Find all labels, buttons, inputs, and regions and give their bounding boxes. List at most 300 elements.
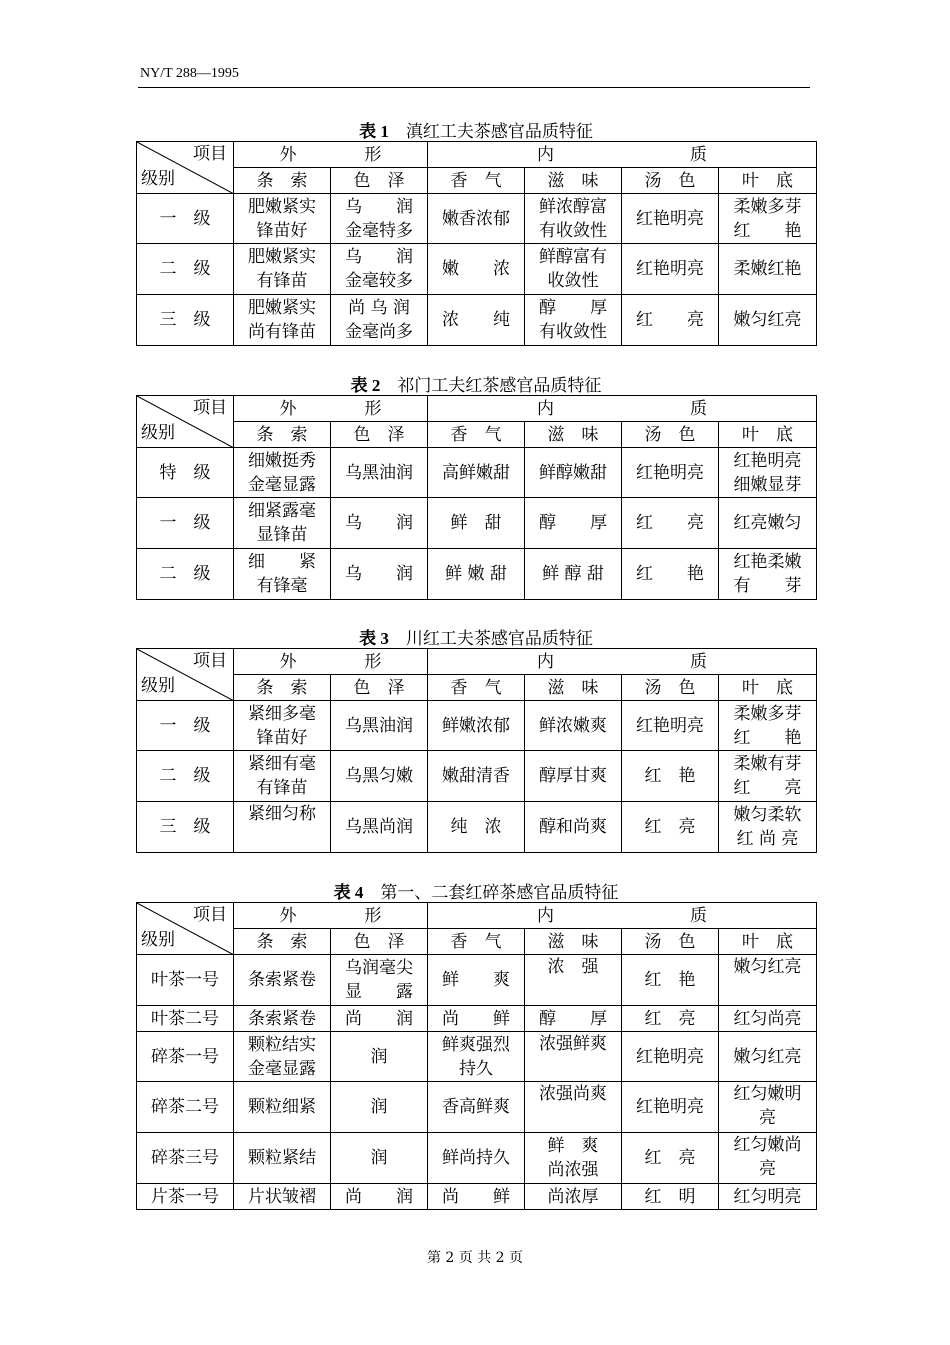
header-appearance-label: 外 形 [279,651,382,672]
grade-label: 碎茶一号 [151,1046,219,1067]
header-ziwei-label: 滋 味 [547,170,599,191]
header-grade-label: 级别 [141,676,175,696]
xiangqi-text: 纯 浓 [450,817,502,837]
tangse-cell [622,955,719,1006]
header-yedi [719,929,817,955]
table-row [137,802,817,853]
table-row [137,448,817,498]
tangse-cell [622,194,719,244]
grade-cell [137,244,234,295]
xiangqi-cell [428,701,525,751]
seze-cell [331,549,428,600]
tiaosuo-text: 颗粒结实 [248,1034,316,1055]
diagonal-header-cell [137,142,234,194]
tangse-text: 红艳明亮 [636,1097,704,1117]
tiaosuo-text: 尚有锋苗 [248,322,316,342]
tiaosuo-cell [234,295,331,346]
table-header-row [137,903,817,929]
ziwei-text: 有收敛性 [539,220,607,241]
header-yedi [719,168,817,194]
xiangqi-cell [428,1032,525,1082]
table-label: 表 1 [359,122,389,141]
seze-text: 乌黑油润 [345,462,413,483]
seze-cell [331,955,428,1006]
seze-cell [331,498,428,549]
header-item-label: 项目 [193,905,227,925]
ziwei-cell [525,295,622,346]
seze-cell [331,295,428,346]
header-tiaosuo [234,675,331,701]
xiangqi-cell [428,1133,525,1184]
tiaosuo-cell [234,549,331,600]
header-appearance [234,903,428,929]
xiangqi-text: 鲜嫩浓郁 [442,715,510,736]
tangse-cell [622,701,719,751]
header-yedi-label: 叶 底 [742,931,793,952]
tangse-text: 红艳明亮 [636,208,704,229]
table-subheader-row [137,168,817,194]
grade-cell [137,1184,234,1210]
seze-text: 乌 润 [345,247,413,267]
xiangqi-text: 鲜 嫩 甜 [445,564,507,584]
header-yedi [719,675,817,701]
header-inner-quality [428,142,817,168]
seze-text: 乌黑匀嫩 [345,766,413,786]
xiangqi-text: 鲜尚持久 [442,1148,510,1168]
header-tangse-label: 汤 色 [644,677,696,698]
table-caption [136,117,816,142]
yedi-text: 红亮嫩匀 [733,513,802,533]
tiaosuo-cell [234,1133,331,1184]
table-subheader-row [137,675,817,701]
seze-cell [331,1032,428,1082]
seze-text: 乌黑尚润 [345,817,413,837]
tangse-cell [622,244,719,295]
xiangqi-cell [428,549,525,600]
tangse-cell [622,1032,719,1082]
ziwei-cell [525,751,622,802]
grade-label: 碎茶三号 [151,1148,219,1168]
tiaosuo-text: 紧细匀称 [248,804,316,824]
yedi-text: 红 艳 [733,220,802,241]
header-tangse-label: 汤 色 [644,424,696,445]
ziwei-cell [525,1032,622,1082]
header-tangse [622,675,719,701]
quality-table [136,648,817,853]
tiaosuo-text: 锋苗好 [256,220,308,241]
grade-cell [137,751,234,802]
tiaosuo-text: 颗粒细紧 [248,1097,316,1117]
tangse-text: 红 明 [644,1186,696,1207]
grade-label: 一 级 [159,513,211,533]
quality-table [136,902,817,1210]
header-seze-label: 色 泽 [353,677,405,698]
grade-cell [137,194,234,244]
grade-cell [137,549,234,600]
ziwei-text: 鲜 醇 甜 [542,564,604,584]
table-row [137,1032,817,1082]
table-header-row [137,396,817,422]
grade-label: 三 级 [159,817,211,837]
ziwei-cell [525,244,622,295]
tiaosuo-text: 细 紧 [248,552,316,572]
yedi-cell [719,1006,817,1032]
table-caption [136,371,816,396]
ziwei-cell [525,802,622,853]
yedi-text: 亮 [759,1108,776,1128]
xiangqi-text: 嫩香浓郁 [442,208,510,229]
header-seze [331,422,428,448]
xiangqi-text: 香高鲜爽 [442,1097,510,1117]
yedi-cell [719,1082,817,1133]
header-tiaosuo [234,168,331,194]
ziwei-text: 鲜醇富有 [539,247,607,267]
header-item-label: 项目 [193,144,227,164]
grade-label: 一 级 [159,715,211,736]
table-row [137,244,817,295]
xiangqi-cell [428,1082,525,1133]
yedi-cell [719,955,817,1006]
ziwei-text: 鲜醇嫩甜 [539,462,607,483]
tiaosuo-cell [234,1032,331,1082]
table-label: 表 3 [359,629,389,648]
xiangqi-cell [428,955,525,1006]
tangse-cell [622,448,719,498]
table-title: 滇红工夫茶感官品质特征 [405,122,593,142]
tangse-text: 红艳明亮 [636,715,704,736]
grade-label: 三 级 [159,310,211,330]
xiangqi-text: 嫩 浓 [442,259,510,279]
yedi-cell [719,1133,817,1184]
yedi-text: 柔嫩有芽 [733,754,802,774]
tangse-cell [622,802,719,853]
xiangqi-text: 尚 鲜 [442,1186,510,1207]
seze-cell [331,1006,428,1032]
tangse-text: 红艳明亮 [636,1046,704,1067]
ziwei-text: 尚浓强 [547,1160,599,1180]
seze-cell [331,448,428,498]
yedi-text: 红 艳 [733,727,802,748]
ziwei-cell [525,549,622,600]
ziwei-text: 醇 厚 [539,298,607,318]
header-grade-label: 级别 [141,423,175,443]
table-caption [136,624,816,649]
tangse-text: 红艳明亮 [636,259,704,279]
grade-label: 二 级 [159,259,211,279]
tiaosuo-cell [234,802,331,853]
ziwei-text: 有收敛性 [539,322,607,342]
yedi-text: 嫩匀红亮 [733,1046,802,1067]
header-seze [331,675,428,701]
tiaosuo-cell [234,194,331,244]
header-ziwei-label: 滋 味 [547,677,599,698]
ziwei-cell [525,1133,622,1184]
table-row [137,751,817,802]
tiaosuo-text: 紧细有毫 [248,754,316,774]
table-row [137,955,817,1006]
ziwei-text: 浓强尚爽 [539,1084,607,1104]
header-grade-label: 级别 [141,930,175,950]
seze-text: 尚 乌 润 [348,298,410,318]
tiaosuo-text: 条索紧卷 [248,1008,316,1029]
header-yedi [719,422,817,448]
ziwei-cell [525,448,622,498]
header-ziwei-label: 滋 味 [547,931,599,952]
tiaosuo-cell [234,1082,331,1133]
seze-text: 润 [370,1148,388,1168]
table-row [137,295,817,346]
grade-cell [137,1133,234,1184]
page-number: 第 2 页 共 2 页 [426,1250,524,1266]
ziwei-text: 醇和尚爽 [539,817,607,837]
header-xiangqi [428,675,525,701]
ziwei-cell [525,194,622,244]
header-tiaosuo-label: 条 索 [256,424,308,445]
yedi-cell [719,498,817,549]
header-appearance-label: 外 形 [279,398,382,419]
header-grade-label: 级别 [141,169,175,189]
seze-text: 显 露 [345,982,413,1002]
header-seze [331,168,428,194]
ziwei-text: 收敛性 [547,271,599,291]
grade-label: 叶茶二号 [151,1008,219,1029]
ziwei-cell [525,1082,622,1133]
grade-cell [137,1006,234,1032]
seze-text: 金毫尚多 [345,322,413,342]
table-caption [136,878,816,903]
tangse-text: 红 亮 [644,1008,696,1029]
diagonal-header-cell [137,649,234,701]
header-appearance [234,142,428,168]
yedi-text: 嫩匀红亮 [733,310,802,330]
header-inner-quality [428,396,817,422]
grade-label: 碎茶二号 [151,1097,219,1117]
yedi-text: 红匀尚亮 [733,1008,802,1029]
yedi-text: 嫩匀柔软 [733,805,802,825]
ziwei-cell [525,498,622,549]
xiangqi-cell [428,1184,525,1210]
header-tiaosuo [234,422,331,448]
xiangqi-cell [428,448,525,498]
ziwei-cell [525,1006,622,1032]
grade-cell [137,1032,234,1082]
grade-label: 特 级 [159,462,211,483]
header-seze-label: 色 泽 [353,424,405,445]
header-ziwei-label: 滋 味 [547,424,599,445]
header-tiaosuo-label: 条 索 [256,677,308,698]
yedi-cell [719,448,817,498]
grade-label: 二 级 [159,564,211,584]
header-tiaosuo-label: 条 索 [256,931,308,952]
yedi-text: 有 芽 [733,576,802,596]
header-yedi-label: 叶 底 [742,677,793,698]
grade-cell [137,701,234,751]
header-xiangqi [428,422,525,448]
tiaosuo-text: 有锋苗 [256,778,308,798]
xiangqi-text: 鲜 甜 [450,513,502,533]
xiangqi-cell [428,1006,525,1032]
header-appearance [234,396,428,422]
tangse-cell [622,498,719,549]
tangse-cell [622,549,719,600]
yedi-text: 柔嫩多芽 [733,196,802,217]
table-header-row [137,142,817,168]
tangse-cell [622,1082,719,1133]
ziwei-text: 醇 厚 [539,513,607,533]
yedi-text: 柔嫩多芽 [733,703,802,724]
xiangqi-text: 嫩甜清香 [442,766,510,786]
grade-cell [137,448,234,498]
header-xiangqi [428,929,525,955]
xiangqi-text: 鲜 爽 [442,970,510,990]
yedi-text: 红匀明亮 [733,1186,802,1207]
grade-cell [137,802,234,853]
seze-text: 乌黑油润 [345,715,413,736]
tiaosuo-text: 金毫显露 [248,1058,316,1079]
table-row [137,498,817,549]
table-row [137,549,817,600]
yedi-cell [719,1184,817,1210]
xiangqi-text: 高鲜嫩甜 [442,462,510,483]
yedi-cell [719,802,817,853]
grade-cell [137,295,234,346]
tangse-cell [622,1006,719,1032]
xiangqi-cell [428,194,525,244]
header-yedi-label: 叶 底 [742,170,793,191]
yedi-cell [719,701,817,751]
xiangqi-cell [428,244,525,295]
table-label: 表 2 [350,376,381,395]
header-inner-quality [428,903,817,929]
xiangqi-cell [428,751,525,802]
seze-text: 金毫较多 [345,271,413,291]
tangse-text: 红 亮 [636,513,704,533]
header-appearance [234,649,428,675]
yedi-text: 细嫩显芽 [733,474,802,495]
yedi-text: 柔嫩红艳 [733,259,802,279]
tiaosuo-text: 锋苗好 [256,727,308,748]
header-item-label: 项目 [193,398,227,418]
ziwei-text: 尚浓厚 [547,1186,599,1207]
tiaosuo-cell [234,701,331,751]
seze-cell [331,1133,428,1184]
tangse-text: 红艳明亮 [636,462,704,483]
table-subheader-row [137,422,817,448]
yedi-text: 嫩匀红亮 [733,957,802,977]
seze-cell [331,1184,428,1210]
header-item-label: 项目 [193,651,227,671]
tiaosuo-text: 肥嫩紧实 [248,247,316,267]
header-inner-quality-label: 内 质 [537,905,707,926]
seze-cell [331,194,428,244]
tangse-text: 红 艳 [636,564,704,584]
header-tangse-label: 汤 色 [644,170,696,191]
grade-label: 叶茶一号 [151,970,219,990]
yedi-text: 亮 [759,1159,776,1179]
header-rule [138,87,810,88]
grade-cell [137,498,234,549]
seze-text: 尚 润 [345,1008,413,1029]
header-tiaosuo-label: 条 索 [256,170,308,191]
yedi-cell [719,295,817,346]
yedi-text: 红匀嫩尚 [733,1135,802,1155]
yedi-cell [719,751,817,802]
tiaosuo-text: 细嫩挺秀 [248,450,316,471]
header-appearance-label: 外 形 [279,905,382,926]
table-title: 第一、二套红碎茶感官品质特征 [380,883,619,903]
table-row [137,1184,817,1210]
xiangqi-text: 浓 纯 [442,310,510,330]
ziwei-cell [525,955,622,1006]
header-inner-quality-label: 内 质 [537,144,707,165]
header-seze [331,929,428,955]
quality-table [136,141,817,346]
tiaosuo-text: 金毫显露 [248,474,316,495]
grade-label: 一 级 [159,208,211,229]
quality-table [136,395,817,600]
ziwei-text: 鲜浓嫩爽 [539,715,607,736]
ziwei-cell [525,701,622,751]
header-inner-quality-label: 内 质 [537,651,707,672]
header-tangse [622,422,719,448]
seze-text: 尚 润 [345,1186,413,1207]
header-tangse-label: 汤 色 [644,931,696,952]
header-inner-quality-label: 内 质 [537,398,707,419]
yedi-text: 红艳明亮 [733,450,802,471]
seze-cell [331,802,428,853]
xiangqi-cell [428,295,525,346]
table-row [137,194,817,244]
yedi-text: 红艳柔嫩 [733,552,802,572]
tangse-text: 红 亮 [636,310,704,330]
ziwei-text: 浓 强 [547,957,599,977]
tiaosuo-text: 颗粒紧结 [248,1148,316,1168]
table-header-row [137,649,817,675]
tangse-text: 红 艳 [644,766,696,786]
tiaosuo-cell [234,955,331,1006]
diagonal-header-cell [137,903,234,955]
tiaosuo-text: 肥嫩紧实 [248,196,316,217]
tiaosuo-cell [234,1006,331,1032]
tangse-cell [622,295,719,346]
ziwei-text: 醇厚甘爽 [539,766,607,786]
yedi-cell [719,244,817,295]
xiangqi-cell [428,498,525,549]
header-tangse [622,929,719,955]
table-subheader-row [137,929,817,955]
tangse-text: 红 亮 [644,817,696,837]
header-inner-quality [428,649,817,675]
header-seze-label: 色 泽 [353,931,405,952]
tangse-cell [622,1184,719,1210]
tiaosuo-text: 显锋苗 [256,525,308,545]
ziwei-text: 鲜 爽 [547,1136,599,1156]
tangse-text: 红 亮 [644,1148,696,1168]
xiangqi-cell [428,802,525,853]
seze-text: 乌 润 [345,564,413,584]
header-ziwei [525,929,622,955]
tiaosuo-text: 肥嫩紧实 [248,298,316,318]
ziwei-text: 鲜浓醇富 [539,196,607,217]
header-xiangqi-label: 香 气 [450,677,502,698]
seze-text: 乌润毫尖 [345,958,413,978]
table-title: 川红工夫茶感官品质特征 [405,629,593,649]
header-appearance-label: 外 形 [279,144,382,165]
tiaosuo-text: 细紧露毫 [248,501,316,521]
standard-code: NY/T 288—1995 [140,66,239,81]
seze-cell [331,244,428,295]
header-xiangqi-label: 香 气 [450,170,502,191]
